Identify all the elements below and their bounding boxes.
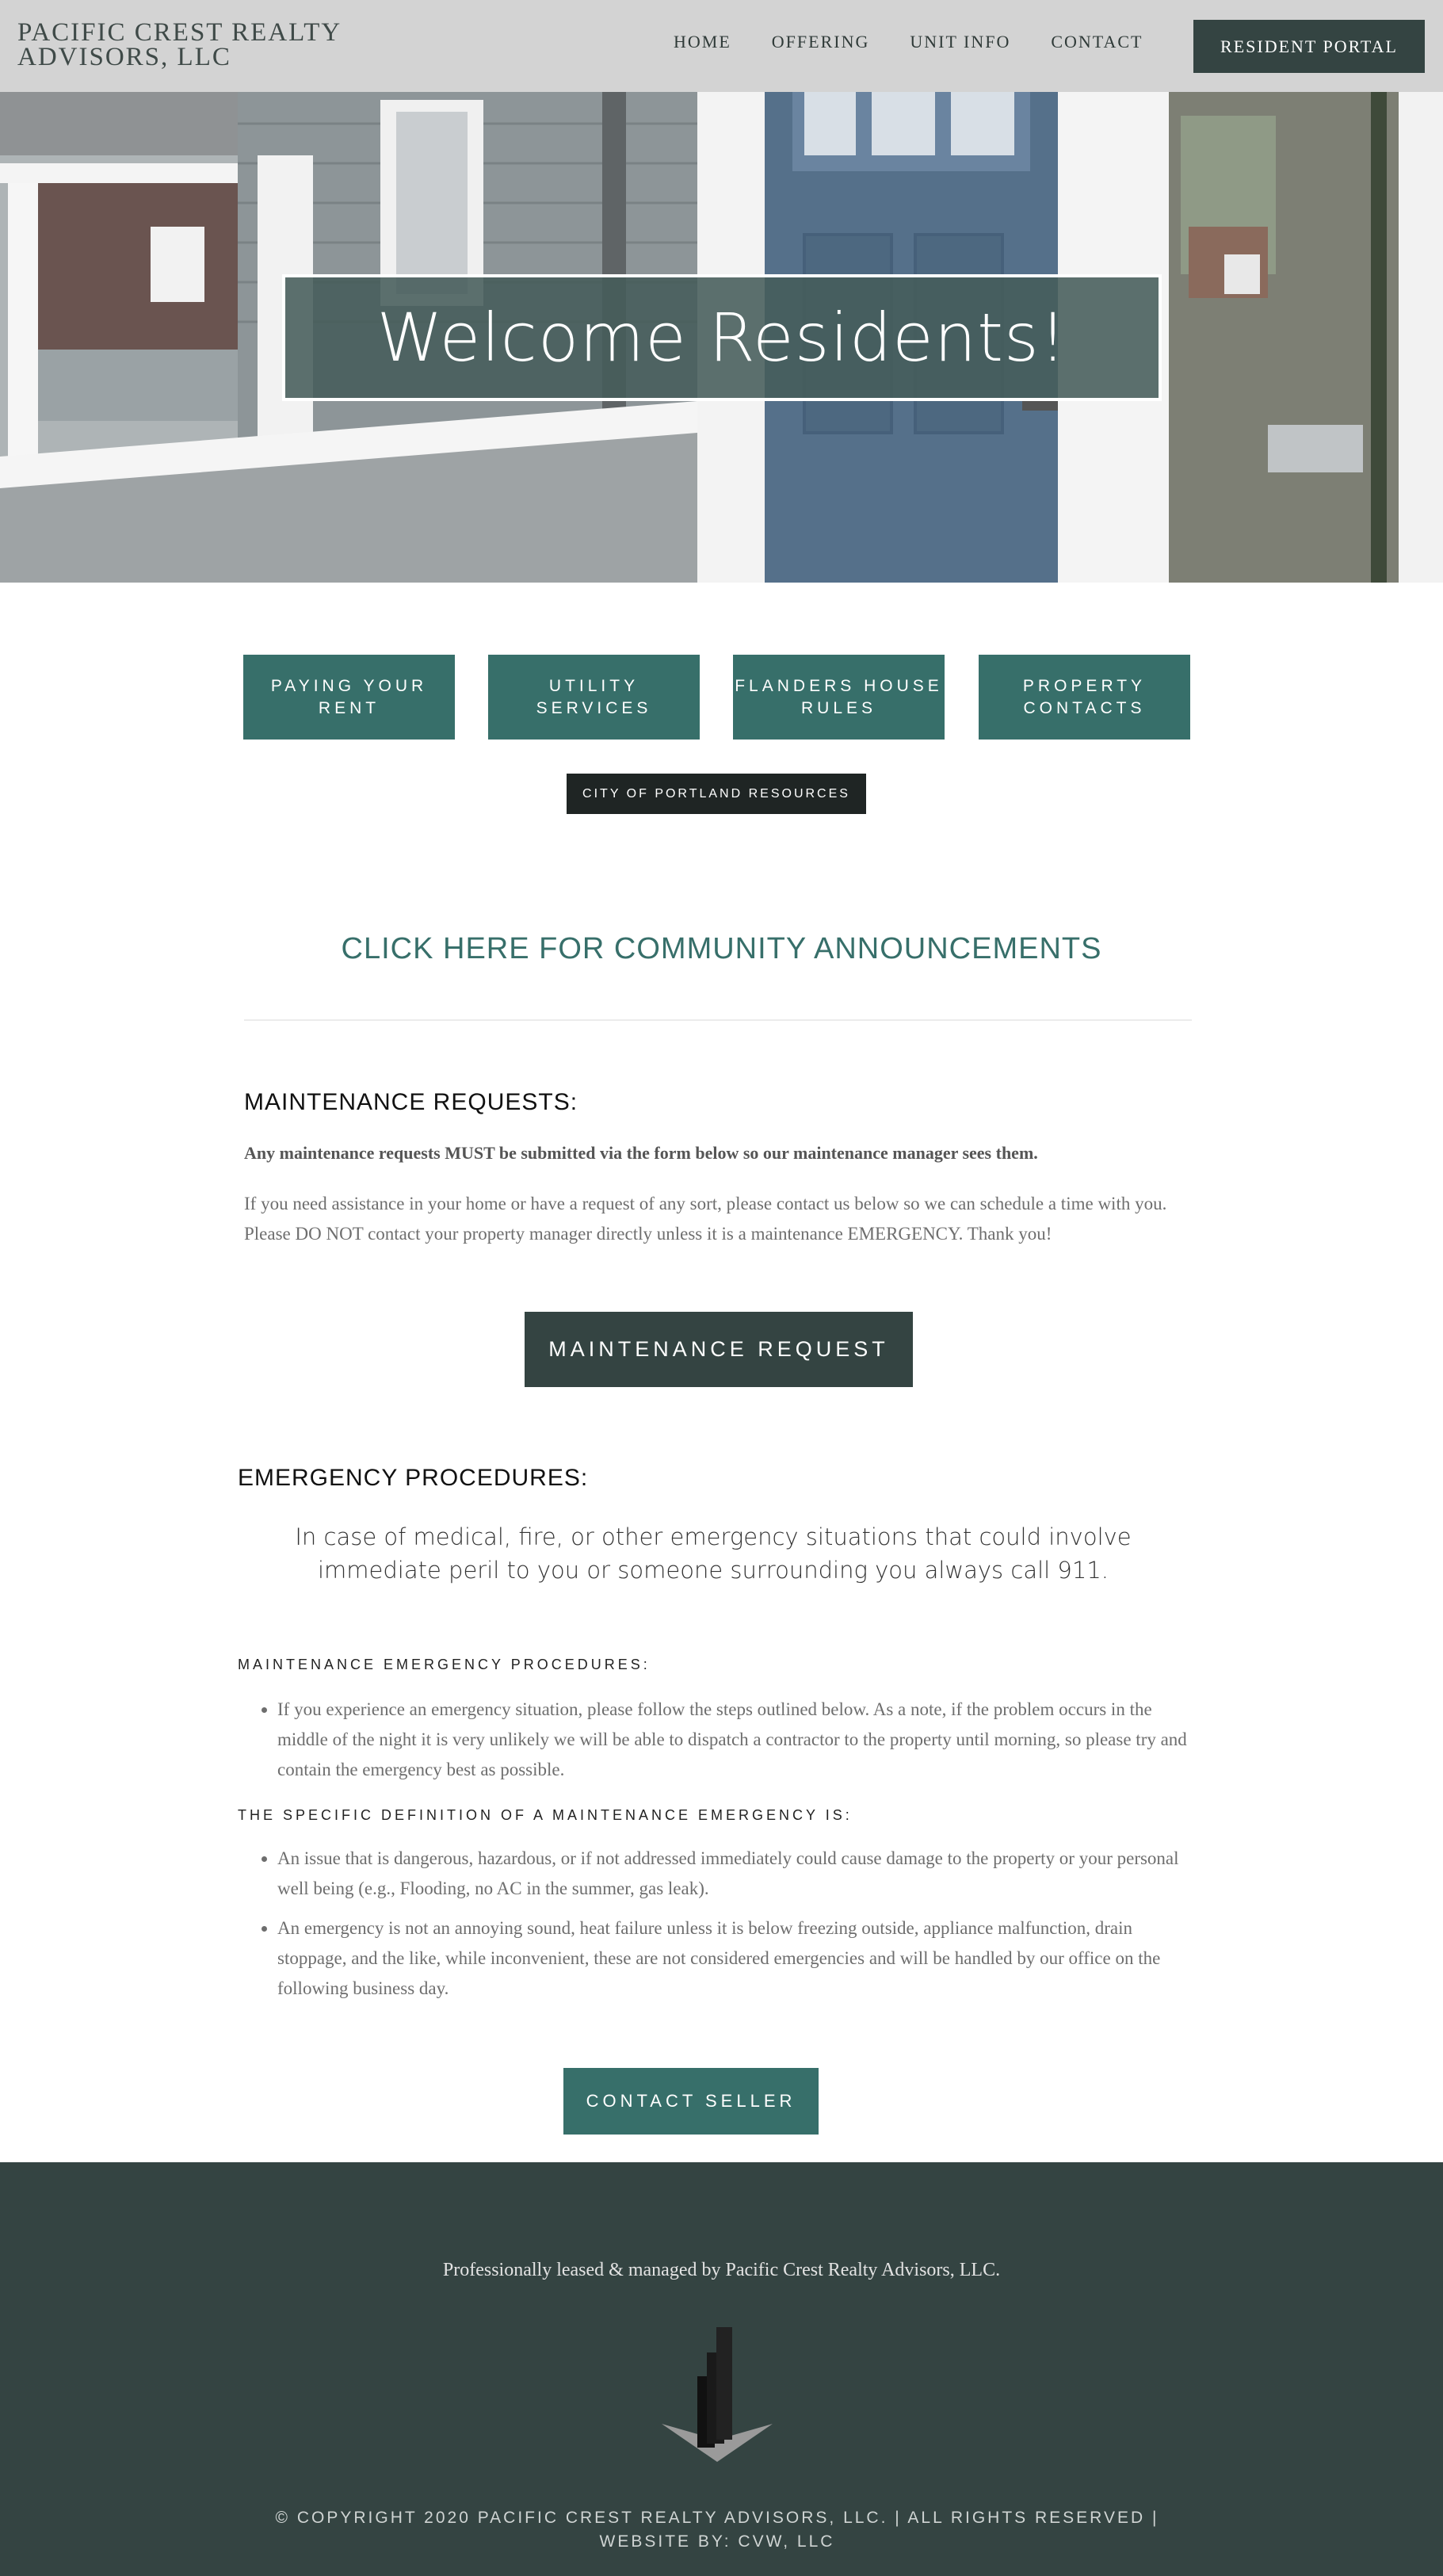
nav-unit-info[interactable]: UNIT INFO <box>910 32 1011 52</box>
maintenance-heading: MAINTENANCE REQUESTS: <box>244 1089 578 1115</box>
maintenance-note: Any maintenance requests MUST be submitted via the form below so our maintenance manager sees them. <box>244 1143 1038 1163</box>
section-divider <box>244 1019 1192 1021</box>
contact-seller-button[interactable]: CONTACT SELLER <box>563 2068 819 2135</box>
city-resources-button[interactable]: CITY OF PORTLAND RESOURCES <box>567 774 866 814</box>
maintenance-emergency-list <box>238 1695 1197 1794</box>
maintenance-emergency-heading: MAINTENANCE EMERGENCY PROCEDURES: <box>238 1657 651 1672</box>
property-contacts-button[interactable]: PROPERTY CONTACTS <box>979 655 1190 740</box>
emergency-heading: EMERGENCY PROCEDURES: <box>238 1465 589 1491</box>
nav-offering[interactable]: OFFERING <box>771 32 870 52</box>
definition-heading: THE SPECIFIC DEFINITION OF A MAINTENANCE EMERGENCY IS: <box>238 1807 853 1823</box>
emergency-lead: In case of medical, fire, or other emergency situations that could involve immediate peril to you or someone surrounding you always call 911. <box>295 1523 1132 1584</box>
list-item: • If you experience an emergency situation, please follow the steps outlined below. As a note, if the problem occurs in the middle of the night it is very unlikely we will be able to dispatch a contractor to the property until morning, so please try and contain the emergency best as possible. <box>277 1695 1197 1785</box>
nav-contact[interactable]: CONTACT <box>1051 32 1143 52</box>
resident-portal-button[interactable]: RESIDENT PORTAL <box>1193 20 1425 73</box>
site-header <box>0 0 1443 92</box>
utility-services-button[interactable]: UTILITY SERVICES <box>488 655 700 740</box>
copyright-text: © COPYRIGHT 2020 PACIFIC CREST REALTY ADVISORS, LLC. | ALL RIGHTS RESERVED | WEBSITE BY: CVW, LLC <box>275 2509 1159 2551</box>
nav-home[interactable]: HOME <box>674 32 731 52</box>
welcome-box <box>282 274 1162 401</box>
hero-banner <box>0 92 1443 583</box>
building-logo-icon <box>658 2321 777 2463</box>
site-footer <box>0 2162 1443 2576</box>
list-item: • An emergency is not an annoying sound, heat failure unless it is below freezing outside, appliance malfunction, drain stoppage, and the like, while inconvenient, these are not considered emergencies and will be handled by our office on the following business day. <box>277 1913 1197 2004</box>
list-item: • An issue that is dangerous, hazardous, or if not addressed immediately could cause damage to the property or your personal well being (e.g., Flooding, no AC in the summer, gas leak). <box>277 1844 1197 1904</box>
announcements-link[interactable]: CLICK HERE FOR COMMUNITY ANNOUNCEMENTS <box>341 932 1102 965</box>
hero-title: Welcome Residents! <box>376 299 1067 376</box>
house-rules-button[interactable]: FLANDERS HOUSE RULES <box>733 655 945 740</box>
main-nav <box>674 32 1183 52</box>
maintenance-body: If you need assistance in your home or have a request of any sort, please contact us below so we can schedule a time with you. Please DO NOT contact your property manager directly unless it is a maintenance EMERGENCY. Thank you! <box>244 1194 1167 1244</box>
paying-rent-button[interactable]: PAYING YOUR RENT <box>243 655 455 740</box>
maintenance-request-button[interactable]: MAINTENANCE REQUEST <box>525 1312 913 1387</box>
definition-list <box>238 1844 1197 2013</box>
footer-tagline: Professionally leased & managed by Pacific Crest Realty Advisors, LLC. <box>442 2260 1001 2280</box>
brand-logo-text[interactable]: PACIFIC CREST REALTY ADVISORS, LLC <box>17 18 341 71</box>
